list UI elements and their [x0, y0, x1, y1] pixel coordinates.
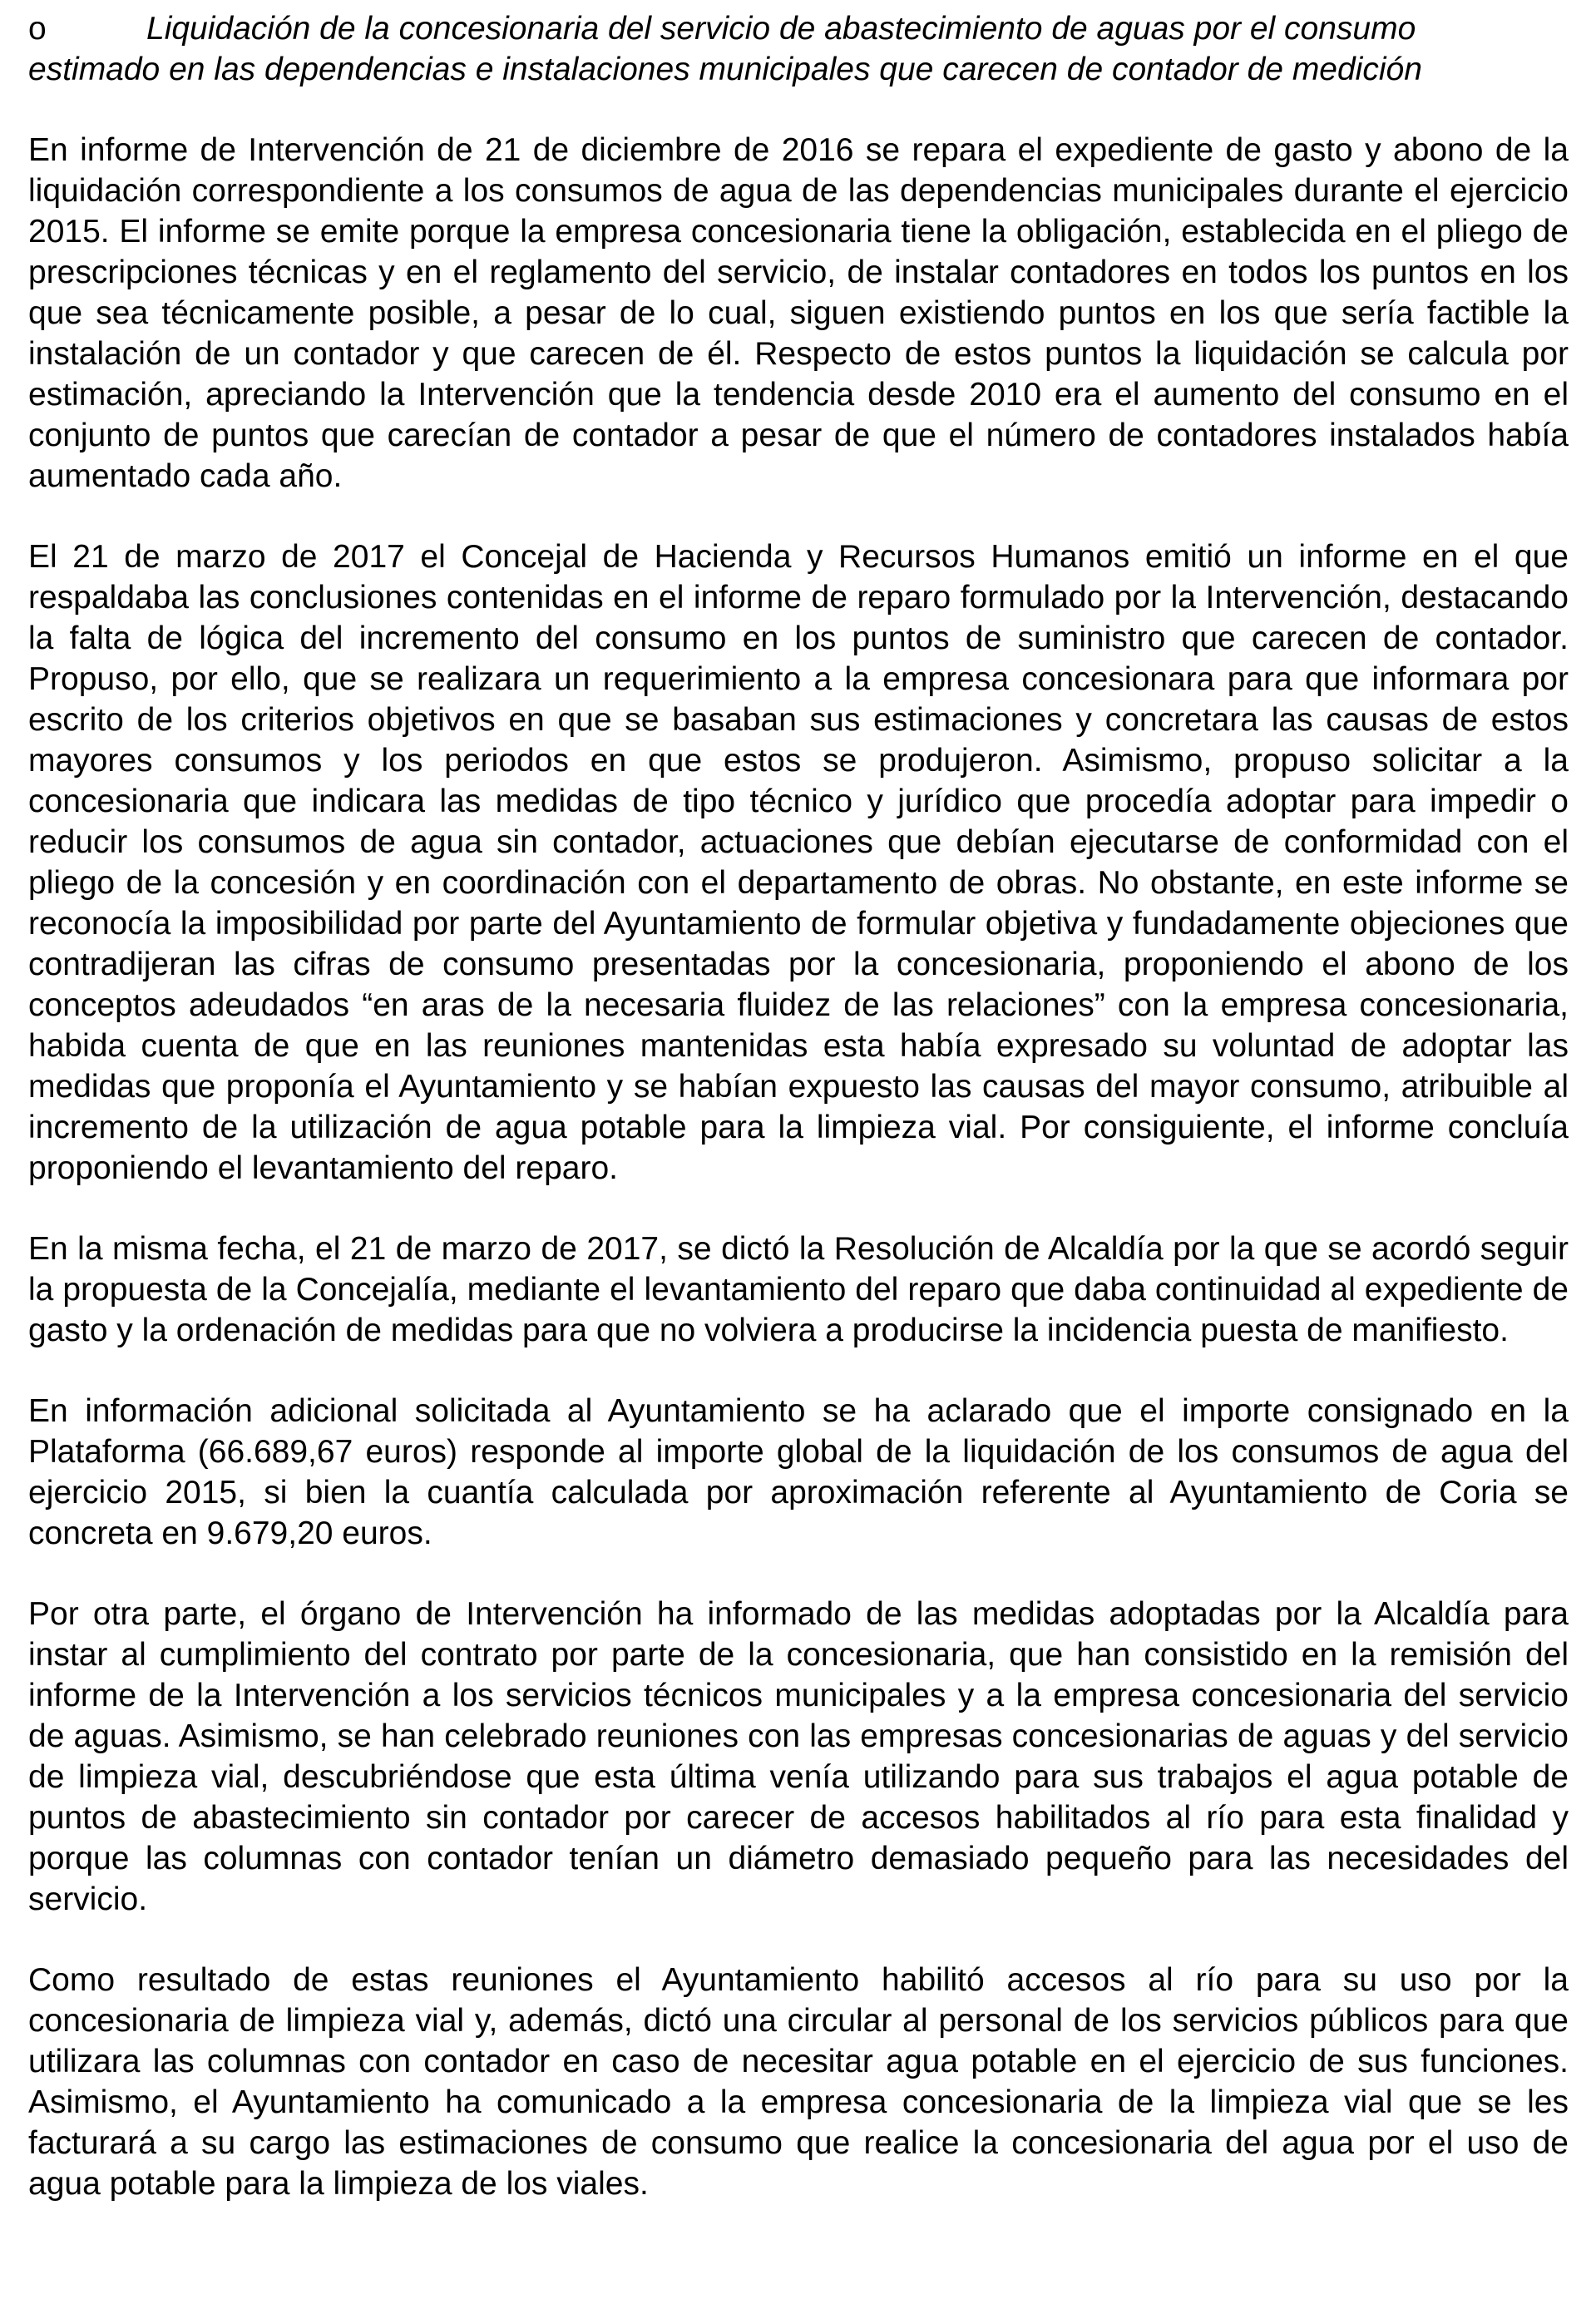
document-page: [28, 8, 1569, 2244]
paragraph-informe-intervencion: En informe de Intervención de 21 de diciembre de 2016 se repara el expediente de gasto y abono de la liquidación correspondiente a los consumos de agua de las dependencias municipales durante el ejercicio 2015. El informe se emite porque la empresa concesionaria tiene la obligación, establecida en el pliego de prescripciones técnicas y en el reglamento del servicio, de instalar contadores en todos los puntos en los que sea técnicamente posible, a pesar de lo cual, siguen existiendo puntos en los que sería factible la instalación de un contador y que carecen de él. Respecto de estos puntos la liquidación se calcula por estimación, apreciando la Intervención que la tendencia desde 2010 era el aumento del consumo en el conjunto de puntos que carecían de contador a pesar de que el número de contadores instalados había aumentado cada año.: [28, 132, 1569, 494]
paragraph-informacion-adicional: En información adicional solicitada al Ayuntamiento se ha aclarado que el importe consignado en la Plataforma (66.689,67 euros) responde al importe global de la liquidación de los consumos de agua del ejercicio 2015, si bien la cuantía calculada por aproximación referente al Ayuntamiento de Coria se concreta en 9.679,20 euros.: [28, 1393, 1569, 1551]
bullet-marker: o: [28, 11, 47, 47]
heading-line-2: estimado en las dependencias e instalaciones municipales que carecen de contador de medición: [28, 52, 1422, 87]
paragraph-resultado-reuniones: Como resultado de estas reuniones el Ayuntamiento habilitó accesos al río para su uso por la concesionaria de limpieza vial y, además, dictó una circular al personal de los servicios públicos para que utilizara las columnas con contador en caso de necesitar agua potable en el ejercicio de sus funciones. Asimismo, el Ayuntamiento ha comunicado a la empresa concesionaria de la limpieza vial que se les facturará a su cargo las estimaciones de consumo que realice la concesionaria del agua por el uso de agua potable para la limpieza de los viales.: [28, 1962, 1569, 2202]
heading-line-1: Liquidación de la concesionaria del servicio de abastecimiento de aguas por el consumo: [146, 11, 1416, 47]
section-heading: [28, 8, 1569, 49]
paragraph-medidas-adoptadas: Por otra parte, el órgano de Intervención ha informado de las medidas adoptadas por la Alcaldía para instar al cumplimiento del contrato por parte de la concesionaria, que han consistido en la remisión del informe de la Intervención a los servicios técnicos municipales y a la empresa concesionaria del servicio de aguas. Asimismo, se han celebrado reuniones con las empresas concesionarias de aguas y del servicio de limpieza vial, descubriéndose que esta última venía utilizando para sus trabajos el agua potable de puntos de abastecimiento sin contador por carecer de accesos habilitados al río para esta finalidad y porque las columnas con contador tenían un diámetro demasiado pequeño para las necesidades del servicio.: [28, 1596, 1569, 1917]
paragraph-concejal-hacienda: El 21 de marzo de 2017 el Concejal de Hacienda y Recursos Humanos emitió un informe en el que respaldaba las conclusiones contenidas en el informe de reparo formulado por la Intervención, destacando la falta de lógica del incremento del consumo en los puntos de suministro que carecen de contador. Propuso, por ello, que se realizara un requerimiento a la empresa concesionara para que informara por escrito de los criterios objetivos en que se basaban sus estimaciones y concretara las causas de estos mayores consumos y los periodos en que estos se produjeron. Asimismo, propuso solicitar a la concesionaria que indicara las medidas de tipo técnico y jurídico que procedía adoptar para impedir o reducir los consumos de agua sin contador, actuaciones que debían ejecutarse de conformidad con el pliego de la concesión y en coordinación con el departamento de obras. No obstante, en este informe se reconocía la imposibilidad por parte del Ayuntamiento de formular objetiva y fundadamente objeciones que contradijeran las cifras de consumo presentadas por la concesionaria, proponiendo el abono de los conceptos adeudados “en aras de la necesaria fluidez de las relaciones” con la empresa concesionaria, habida cuenta de que en las reuniones mantenidas esta había expresado su voluntad de adoptar las medidas que proponía el Ayuntamiento y se habían expuesto las causas del mayor consumo, atribuible al incremento de la utilización de agua potable para la limpieza vial. Por consiguiente, el informe concluía proponiendo el levantamiento del reparo.: [28, 539, 1569, 1186]
paragraph-resolucion-alcaldia: En la misma fecha, el 21 de marzo de 2017, se dictó la Resolución de Alcaldía por la que se acordó seguir la propuesta de la Concejalía, mediante el levantamiento del reparo que daba continuidad al expediente de gasto y la ordenación de medidas para que no volviera a producirse la incidencia puesta de manifiesto.: [28, 1231, 1569, 1348]
